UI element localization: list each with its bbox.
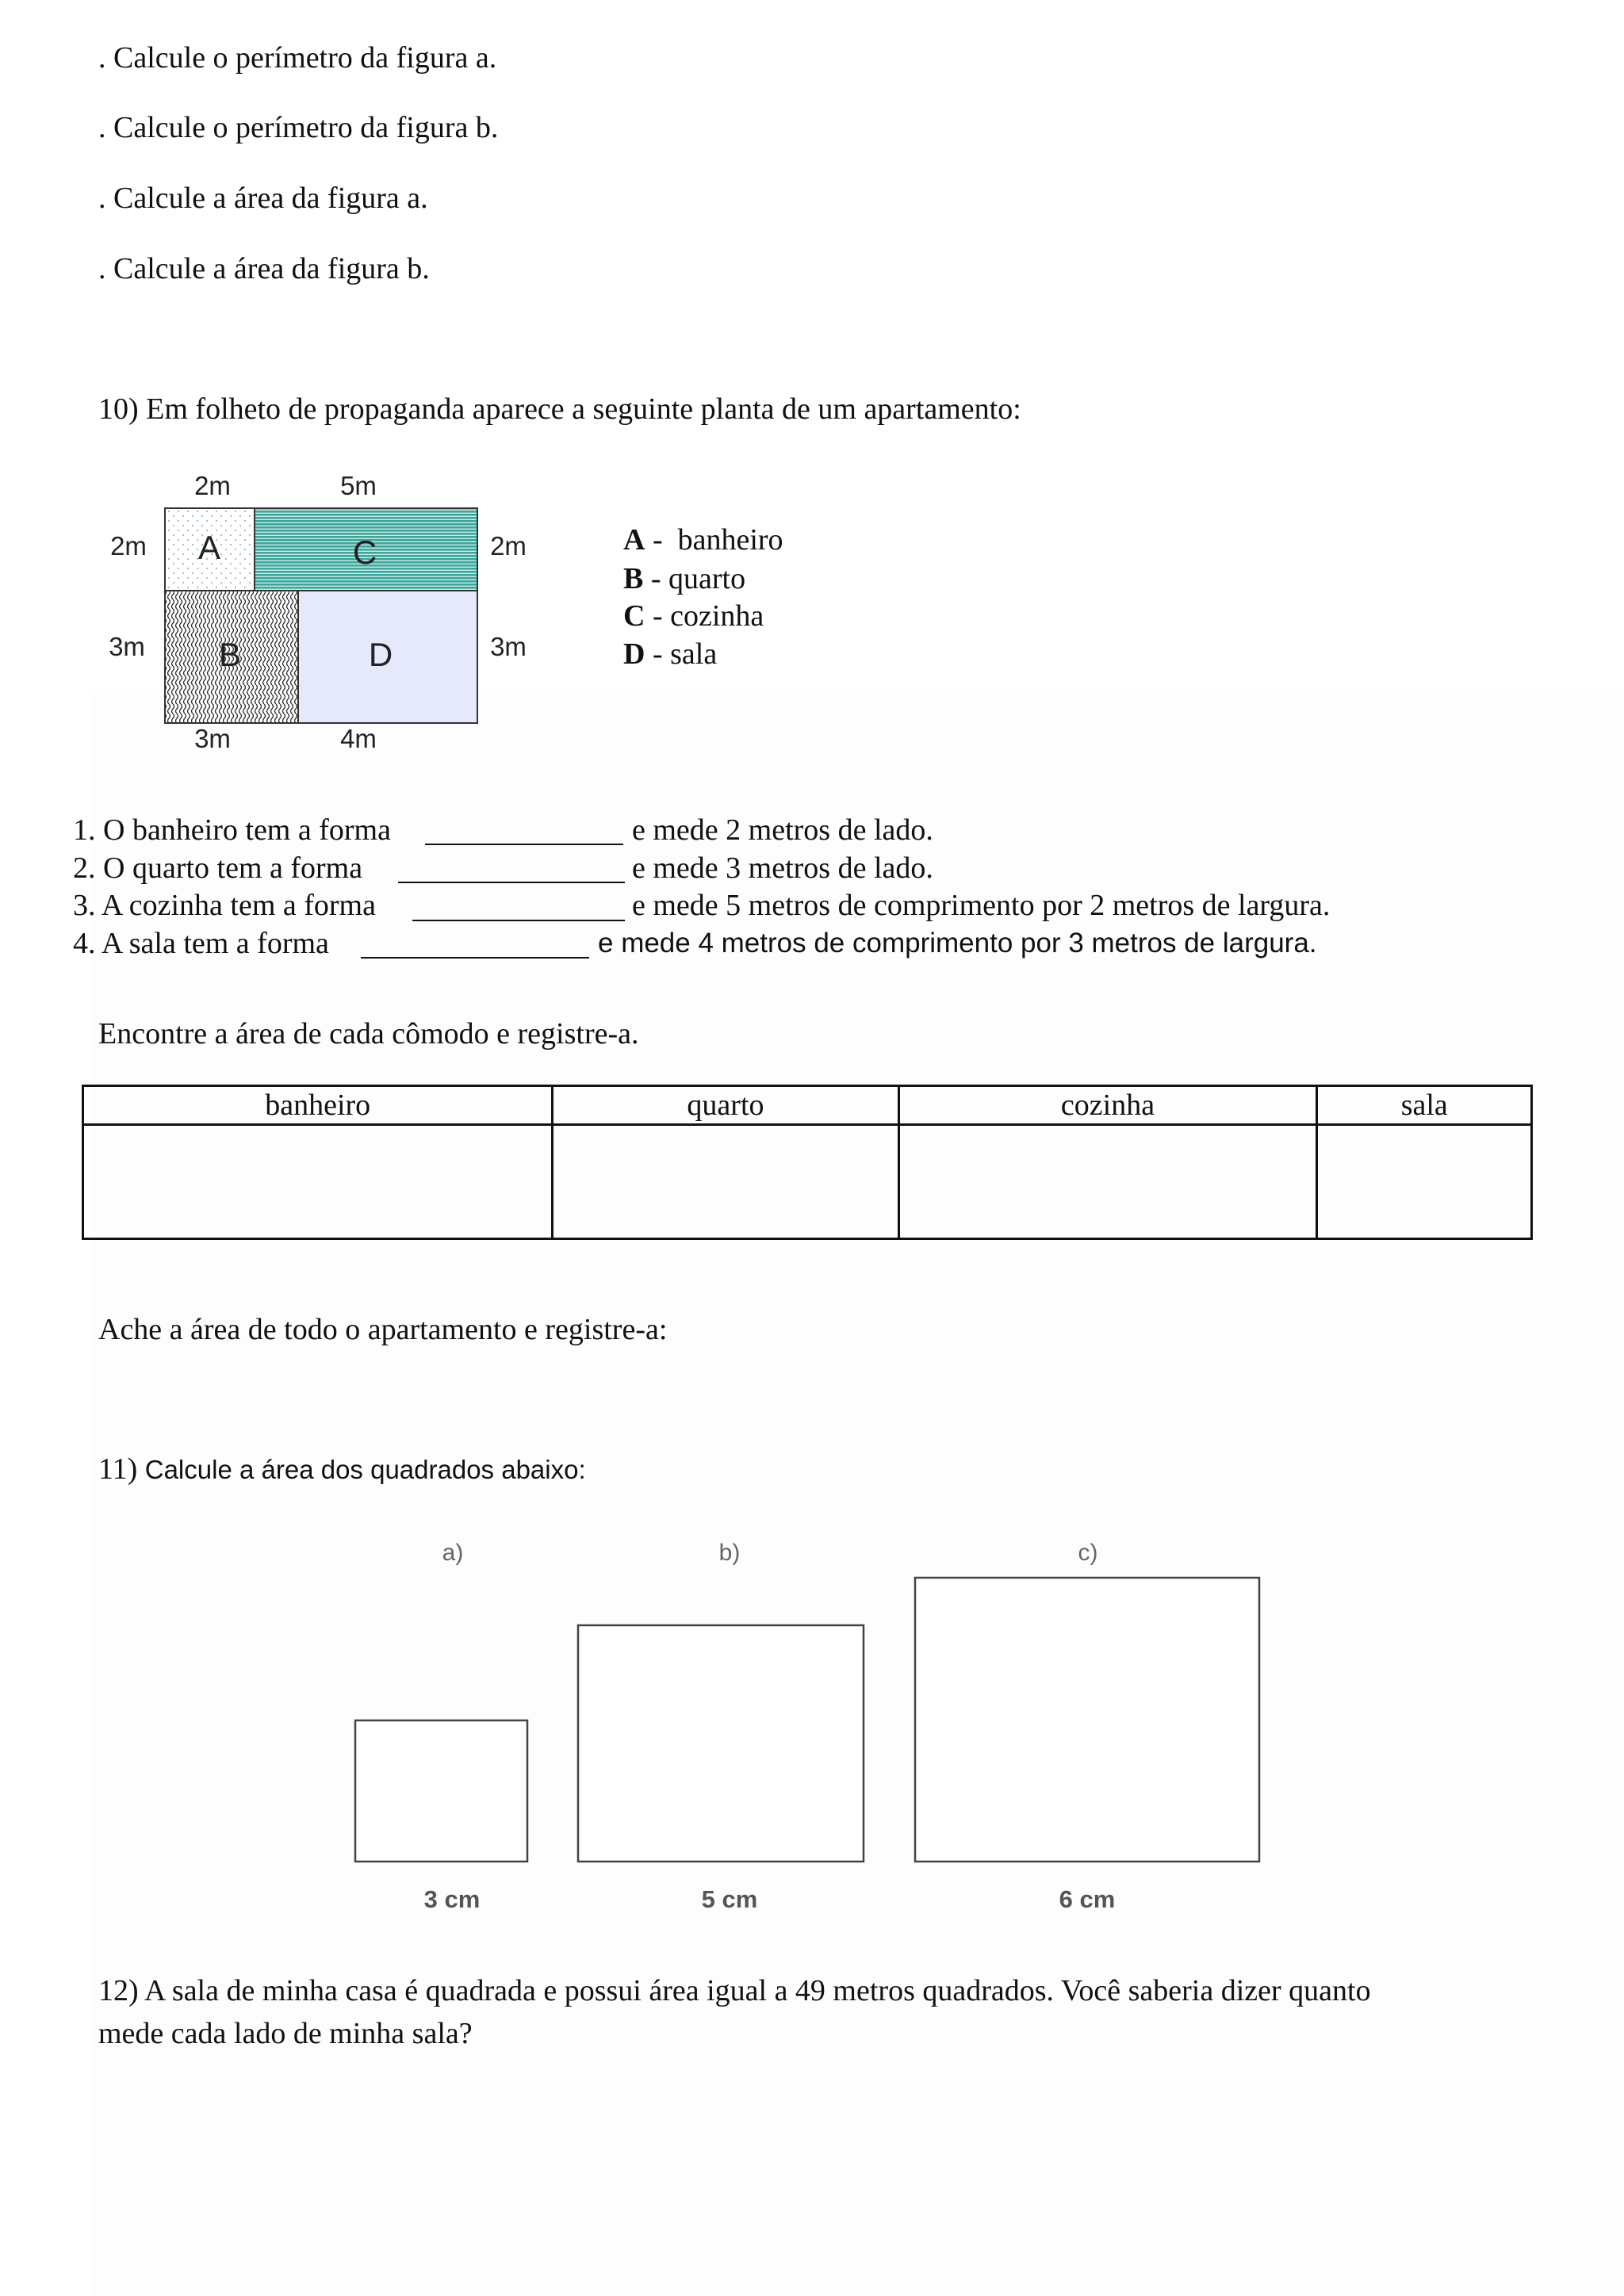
legend-item-a [623,525,783,555]
square-label-c: c) [1078,1540,1098,1566]
legend-key: D [623,637,645,671]
legend-name: cozinha [670,599,764,633]
square-side-a: 3 cm [423,1885,481,1913]
legend-name: banheiro [677,523,783,557]
sentence-2-pre: 2. O quarto tem a forma [73,851,363,885]
q11-prompt [98,1454,586,1484]
square-side-b: 5 cm [701,1885,758,1913]
square-a [355,1720,527,1862]
legend-name: quarto [668,562,746,595]
answer-blank-1[interactable] [425,844,623,845]
legend-key: B [623,562,644,595]
room-area-table [82,1085,1533,1240]
q11-text: Calcule a área dos quadrados abaixo: [144,1455,586,1484]
header-banheiro: banheiro [83,1086,553,1125]
legend-name: sala [670,637,718,671]
sentence-1-post: e mede 2 metros de lado. [632,813,933,847]
room-label-c: C [352,534,377,571]
squares-figure [341,1530,1285,1919]
square-b [578,1625,864,1862]
room-label-a: A [197,529,221,566]
legend-sep: - [645,523,678,557]
sentence-1-pre: 1. O banheiro tem a forma [73,813,391,847]
plan-left-label-2: 3m [109,632,145,661]
legend-key: A [623,523,645,557]
legend-item-c [623,601,764,631]
total-area-prompt: Ache a área de todo o apartamento e registre-a: [98,1313,668,1346]
legend-sep: - [643,562,669,595]
sentence-4-post: e mede 4 metros de comprimento por 3 metros de largura. [598,928,1317,959]
sentence-2-post: e mede 3 metros de lado. [632,851,933,885]
question-area-b: . Calcule a área da figura b. [98,252,430,285]
apartment-floor-plan [79,460,571,761]
room-label-d: D [368,636,393,673]
plan-top-label-2: 5m [340,471,377,500]
answer-blank-3[interactable] [412,920,625,921]
plan-top-label-1: 2m [194,471,231,500]
legend-item-d [623,639,717,669]
header-cozinha: cozinha [898,1086,1317,1125]
header-sala: sala [1317,1086,1532,1125]
legend-item-b [623,564,745,594]
plan-right-label-2: 3m [490,632,527,661]
question-perimeter-a: . Calcule o perímetro da figura a. [98,41,497,75]
area-prompt: Encontre a área de cada cômodo e registre-a. [98,1017,639,1050]
answer-blank-4[interactable] [361,957,589,959]
question-area-a: . Calcule a área da figura a. [98,182,428,215]
plan-right-label-1: 2m [490,531,527,561]
question-perimeter-b: . Calcule o perímetro da figura b. [98,111,499,144]
square-label-b: b) [718,1540,741,1566]
room-label-b: B [218,636,242,673]
answer-cell-cozinha[interactable] [898,1125,1317,1239]
legend-sep: - [645,637,671,671]
table-header-row [83,1086,1532,1125]
header-quarto: quarto [553,1086,898,1125]
q10-intro: 10) Em folheto de propaganda aparece a seguinte planta de um apartamento: [98,392,1021,426]
sentence-3-post: e mede 5 metros de comprimento por 2 metros de largura. [632,889,1331,922]
answer-cell-quarto[interactable] [553,1125,898,1239]
plan-left-label-1: 2m [110,531,147,561]
legend-key: C [623,599,645,633]
legend-sep: - [645,599,671,633]
plan-bottom-label-2: 4m [340,724,377,753]
table-answer-row [83,1125,1532,1239]
q12-line-2: mede cada lado de minha sala? [98,2017,473,2050]
answer-cell-banheiro[interactable] [83,1125,553,1239]
answer-cell-sala[interactable] [1317,1125,1532,1239]
square-c [915,1578,1259,1862]
answer-blank-2[interactable] [398,882,625,883]
sentence-3-pre: 3. A cozinha tem a forma [73,889,376,922]
plan-bottom-label-1: 3m [194,724,231,753]
sentence-4-pre: 4. A sala tem a forma [73,927,329,960]
q12-line-1: 12) A sala de minha casa é quadrada e possui área igual a 49 metros quadrados. Você saberia dizer quanto [98,1974,1371,2007]
q11-number: 11) [98,1452,145,1486]
square-side-c: 6 cm [1059,1885,1116,1913]
square-label-a: a) [442,1540,464,1566]
